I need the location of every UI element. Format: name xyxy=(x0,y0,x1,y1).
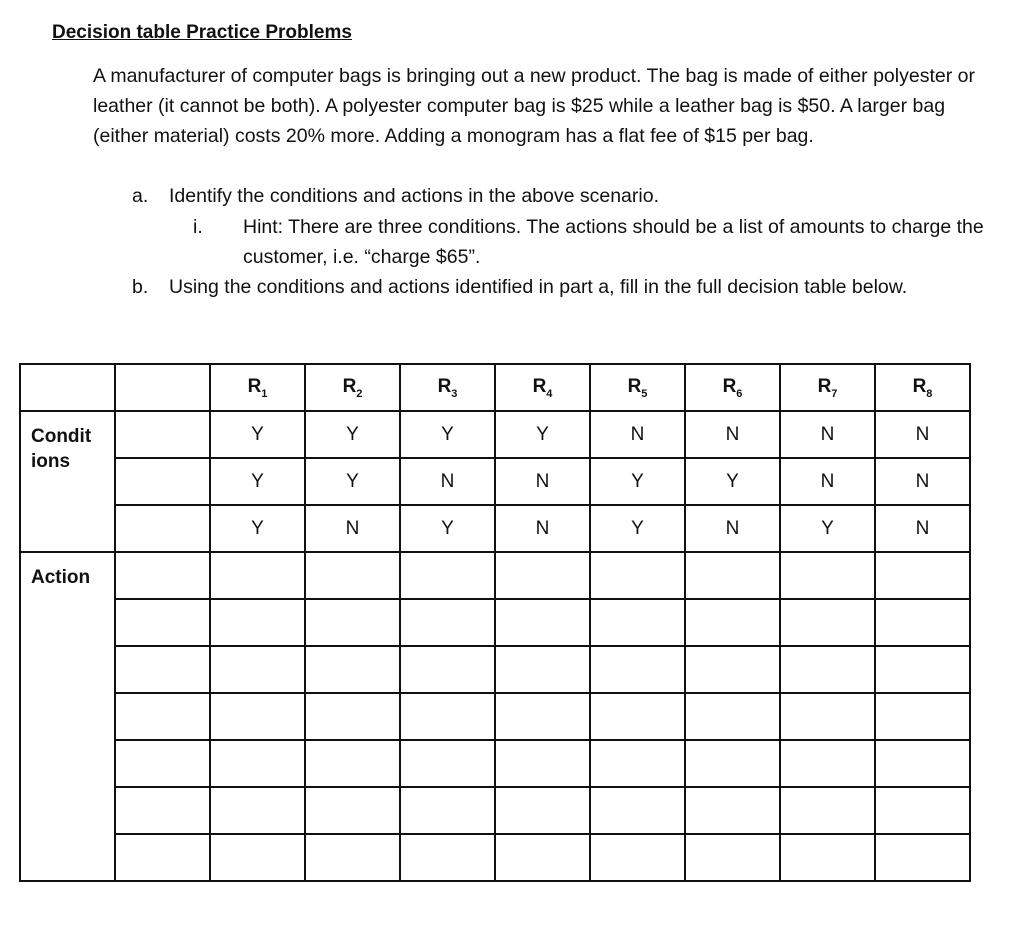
action-name-cell[interactable] xyxy=(115,787,210,834)
condition-value-cell: N xyxy=(685,505,780,552)
action-value-cell[interactable] xyxy=(305,787,400,834)
rule-letter: R xyxy=(722,375,737,397)
action-value-cell[interactable] xyxy=(305,693,400,740)
action-value-cell[interactable] xyxy=(210,834,305,881)
condition-value-cell: N xyxy=(875,458,970,505)
action-value-cell[interactable] xyxy=(780,552,875,599)
problem-statement: A manufacturer of computer bags is bringing out a new product. The bag is made of either polyester or leather (it cannot be both). A polyester computer bag is $25 while a leather bag is $50. A larger bag (either material) costs 20% more. Adding a monogram has a flat fee of $15 per bag. xyxy=(93,65,975,147)
conditions-label: Condit ions xyxy=(20,411,115,552)
rule-letter: R xyxy=(532,375,547,397)
action-name-cell[interactable] xyxy=(115,834,210,881)
action-value-cell[interactable] xyxy=(305,834,400,881)
rule-header-r5 xyxy=(590,364,685,411)
action-value-cell[interactable] xyxy=(590,552,685,599)
action-value-cell[interactable] xyxy=(780,787,875,834)
header-row xyxy=(20,364,970,411)
rule-header-r7 xyxy=(780,364,875,411)
condition-value-cell: N xyxy=(400,458,495,505)
action-value-cell[interactable] xyxy=(305,740,400,787)
condition-value-cell: N xyxy=(305,505,400,552)
action-row xyxy=(20,552,970,599)
action-value-cell[interactable] xyxy=(210,787,305,834)
action-label: Action xyxy=(20,552,115,881)
condition-name-cell[interactable] xyxy=(115,411,210,458)
action-value-cell[interactable] xyxy=(400,834,495,881)
action-value-cell[interactable] xyxy=(495,646,590,693)
action-name-cell[interactable] xyxy=(115,740,210,787)
condition-value-cell: Y xyxy=(400,505,495,552)
rule-letter: R xyxy=(912,375,927,397)
rule-letter: R xyxy=(342,375,357,397)
rule-subscript: 6 xyxy=(736,387,743,400)
action-value-cell[interactable] xyxy=(685,834,780,881)
rule-header-r3 xyxy=(400,364,495,411)
action-value-cell[interactable] xyxy=(780,599,875,646)
condition-value-cell: Y xyxy=(210,411,305,458)
list-marker-b: b. xyxy=(132,276,149,298)
action-value-cell[interactable] xyxy=(210,599,305,646)
action-value-cell[interactable] xyxy=(685,787,780,834)
list-marker-i: i. xyxy=(193,216,203,238)
action-name-cell[interactable] xyxy=(115,646,210,693)
condition-name-cell[interactable] xyxy=(115,458,210,505)
condition-value-cell: N xyxy=(685,411,780,458)
action-value-cell[interactable] xyxy=(400,693,495,740)
condition-value-cell: Y xyxy=(305,411,400,458)
list-marker-a: a. xyxy=(132,185,149,207)
action-value-cell[interactable] xyxy=(590,599,685,646)
condition-value-cell: N xyxy=(495,505,590,552)
rule-header-r6 xyxy=(685,364,780,411)
action-name-cell[interactable] xyxy=(115,693,210,740)
action-row xyxy=(20,599,970,646)
action-value-cell[interactable] xyxy=(685,599,780,646)
rule-subscript: 1 xyxy=(261,387,268,400)
action-value-cell[interactable] xyxy=(685,740,780,787)
action-value-cell[interactable] xyxy=(780,693,875,740)
action-value-cell[interactable] xyxy=(400,740,495,787)
action-value-cell[interactable] xyxy=(210,693,305,740)
action-value-cell[interactable] xyxy=(495,599,590,646)
condition-value-cell: Y xyxy=(685,458,780,505)
item-i-text: Hint: There are three conditions. The actions should be a list of amounts to charge the customer, i.e. “charge $65”. xyxy=(243,216,984,268)
condition-row xyxy=(20,505,970,552)
action-value-cell[interactable] xyxy=(400,646,495,693)
rule-letter: R xyxy=(437,375,452,397)
action-value-cell[interactable] xyxy=(305,646,400,693)
condition-row xyxy=(20,411,970,458)
condition-value-cell: N xyxy=(875,505,970,552)
action-value-cell[interactable] xyxy=(780,834,875,881)
condition-value-cell: N xyxy=(590,411,685,458)
action-value-cell[interactable] xyxy=(780,646,875,693)
action-value-cell[interactable] xyxy=(590,740,685,787)
action-value-cell[interactable] xyxy=(875,552,970,599)
rule-subscript: 3 xyxy=(451,387,458,400)
rule-subscript: 4 xyxy=(546,387,553,400)
item-a-text: Identify the conditions and actions in the above scenario. xyxy=(169,185,659,207)
condition-value-cell: Y xyxy=(210,505,305,552)
action-row xyxy=(20,834,970,881)
condition-value-cell: Y xyxy=(590,505,685,552)
label-header-cell xyxy=(115,364,210,411)
action-value-cell[interactable] xyxy=(210,740,305,787)
action-value-cell[interactable] xyxy=(590,693,685,740)
rule-subscript: 5 xyxy=(641,387,648,400)
rule-header-r2 xyxy=(305,364,400,411)
action-value-cell[interactable] xyxy=(875,834,970,881)
action-value-cell[interactable] xyxy=(400,552,495,599)
page-title: Decision table Practice Problems xyxy=(52,22,352,43)
rule-subscript: 8 xyxy=(926,387,933,400)
rule-subscript: 2 xyxy=(356,387,363,400)
rule-header-r1 xyxy=(210,364,305,411)
corner-cell xyxy=(20,364,115,411)
action-value-cell[interactable] xyxy=(210,646,305,693)
rule-subscript: 7 xyxy=(831,387,838,400)
action-value-cell[interactable] xyxy=(495,693,590,740)
action-value-cell[interactable] xyxy=(495,740,590,787)
condition-value-cell: Y xyxy=(400,411,495,458)
rule-letter: R xyxy=(817,375,832,397)
rule-letter: R xyxy=(247,375,262,397)
action-value-cell[interactable] xyxy=(400,787,495,834)
action-value-cell[interactable] xyxy=(305,552,400,599)
action-name-cell[interactable] xyxy=(115,599,210,646)
condition-row xyxy=(20,458,970,505)
action-value-cell[interactable] xyxy=(685,552,780,599)
action-value-cell[interactable] xyxy=(875,646,970,693)
action-value-cell[interactable] xyxy=(875,740,970,787)
condition-value-cell: N xyxy=(780,411,875,458)
action-value-cell[interactable] xyxy=(495,787,590,834)
action-value-cell[interactable] xyxy=(495,552,590,599)
action-value-cell[interactable] xyxy=(875,787,970,834)
action-value-cell[interactable] xyxy=(590,646,685,693)
action-value-cell[interactable] xyxy=(305,599,400,646)
condition-value-cell: N xyxy=(780,458,875,505)
action-row xyxy=(20,693,970,740)
action-name-cell[interactable] xyxy=(115,552,210,599)
action-value-cell[interactable] xyxy=(590,834,685,881)
action-value-cell[interactable] xyxy=(685,646,780,693)
condition-value-cell: Y xyxy=(210,458,305,505)
decision-table xyxy=(19,363,971,882)
action-value-cell[interactable] xyxy=(875,599,970,646)
rule-header-r4 xyxy=(495,364,590,411)
action-value-cell[interactable] xyxy=(400,599,495,646)
rule-header-r8 xyxy=(875,364,970,411)
action-value-cell[interactable] xyxy=(780,740,875,787)
rule-letter: R xyxy=(627,375,642,397)
item-b-text: Using the conditions and actions identified in part a, fill in the full decision table below. xyxy=(169,276,908,298)
action-row xyxy=(20,740,970,787)
condition-value-cell: N xyxy=(875,411,970,458)
action-value-cell[interactable] xyxy=(685,693,780,740)
action-value-cell[interactable] xyxy=(210,552,305,599)
action-value-cell[interactable] xyxy=(590,787,685,834)
condition-name-cell[interactable] xyxy=(115,505,210,552)
action-row xyxy=(20,646,970,693)
action-value-cell[interactable] xyxy=(495,834,590,881)
condition-value-cell: Y xyxy=(590,458,685,505)
condition-value-cell: N xyxy=(495,458,590,505)
action-row xyxy=(20,787,970,834)
condition-value-cell: Y xyxy=(495,411,590,458)
action-value-cell[interactable] xyxy=(875,693,970,740)
condition-value-cell: Y xyxy=(780,505,875,552)
condition-value-cell: Y xyxy=(305,458,400,505)
